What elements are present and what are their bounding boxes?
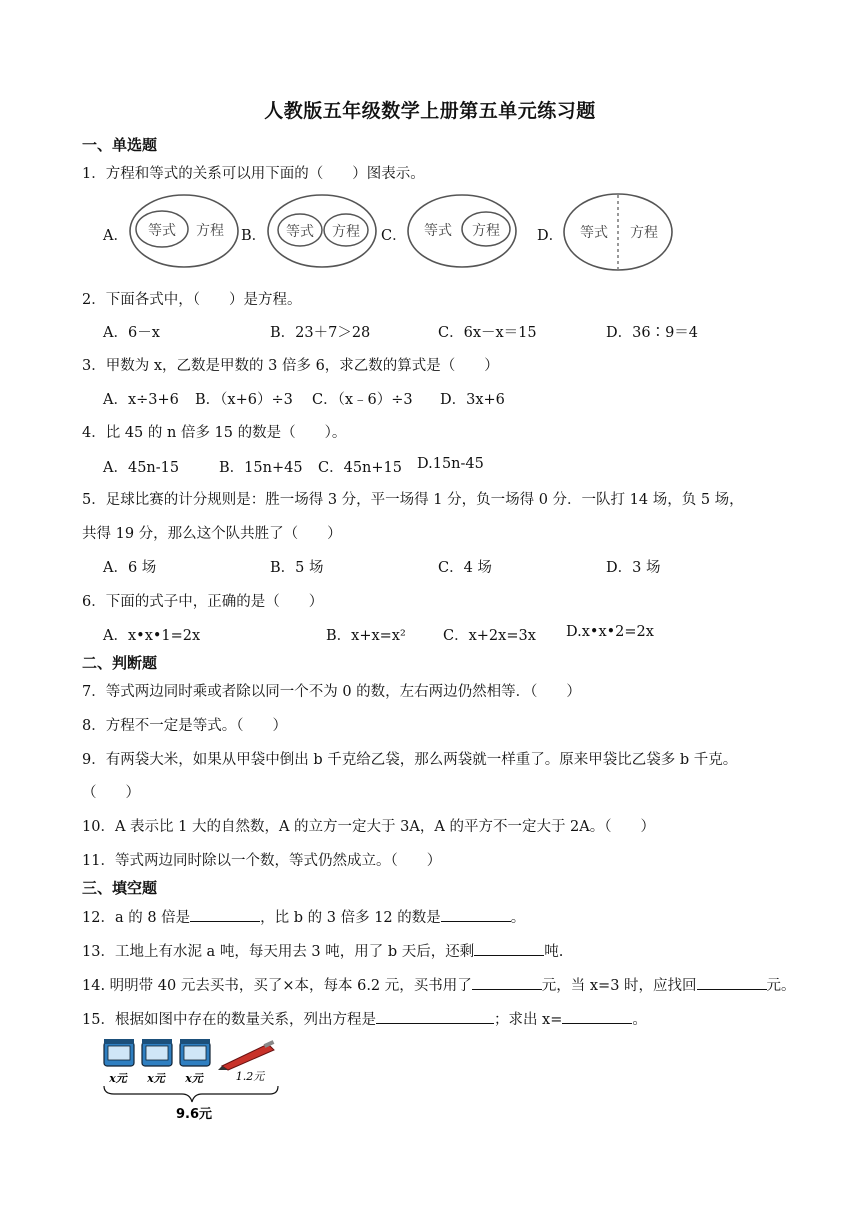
q6-option-c: C．x+2x=3x [443,628,536,644]
q2-option-a: A．6－x [103,325,160,341]
q6-option-a: A．x•x•1=2x [103,628,201,644]
page-title: 人教版五年级数学上册第五单元练习题 [264,100,596,122]
q5-option-b: B．5 场 [270,560,324,576]
q12-text-b: ，比 b 的 3 倍多 12 的数是 [260,910,441,926]
question-10: 10．A 表示比 1 大的自然数，A 的立方一定大于 3A，A 的平方不一定大于 2A。（ ） [82,819,655,835]
pen-icon [218,1040,274,1070]
question-4: 4．比 45 的 n 倍多 15 的数是（ ）。 [82,425,347,441]
q3-option-b: B．（x+6）÷3 [195,392,293,408]
question-9-line-1: 9．有两袋大米，如果从甲袋中倒出 b 千克给乙袋，那么两袋就一样重了。原来甲袋比乙袋多 b 千克。 [82,752,738,768]
q5-option-d: D．3 场 [606,560,661,576]
svg-text:方程: 方程 [472,223,500,239]
question-3: 3．甲数为 x，乙数是甲数的 3 倍多 6，求乙数的算式是（ ） [82,358,499,374]
question-12: 12．a 的 8 倍是 ，比 b 的 3 倍多 12 的数是 。 [82,906,525,927]
section-heading-true-false: 二、判断题 [82,654,158,672]
q12-text-a: 12．a 的 8 倍是 [82,910,191,926]
q1-option-a-label: A． [103,228,128,244]
q1-option-c-label: C． [381,228,407,244]
question-8: 8．方程不一定是等式。（ ） [82,718,287,734]
q1-option-d-label: D． [537,228,564,244]
q3-option-c: C．（x﹣6）÷3 [312,392,413,408]
section-heading-single-choice: 一、单选题 [82,136,158,154]
q1-option-c-diagram [406,192,518,270]
q15-text-a: 15．根据如图中存在的数量关系，列出方程是 [82,1012,376,1028]
question-5-line-1: 5．足球比赛的计分规则是：胜一场得 3 分，平一场得 1 分，负一场得 0 分．一队打 14 场，负 5 场， [82,492,744,508]
question-2: 2．下面各式中，（ ）是方程。 [82,292,302,308]
question-7: 7．等式两边同时乘或者除以同一个不为 0 的数，左右两边仍然相等．（ ） [82,684,581,700]
svg-text:方程: 方程 [332,224,360,240]
q3-option-a: A．x÷3+6 [103,392,179,408]
svg-text:等式: 等式 [286,224,314,240]
item-box-icon [104,1039,134,1066]
q2-option-d: D．36∶9＝4 [606,325,699,341]
q1-option-b-diagram [266,192,378,270]
svg-text:方程: 方程 [630,225,658,241]
total-brace [104,1086,278,1102]
question-13: 13．工地上有水泥 a 吨，每天用去 3 吨，用了 b 天后，还剩 吨. [82,940,563,961]
q13-text-a: 13．工地上有水泥 a 吨，每天用去 3 吨，用了 b 天后，还剩 [82,944,475,960]
q5-option-c: C．4 场 [438,560,492,576]
q14-blank-2[interactable] [697,975,767,990]
q4-option-d: D.15n-45 [417,456,484,472]
q1-option-b-label: B． [241,228,267,244]
question-11: 11．等式两边同时除以一个数，等式仍然成立。（ ） [82,853,442,869]
q4-option-c: C．45n+15 [318,460,402,476]
svg-text:等式: 等式 [580,225,608,241]
q14-text-a: 14. 明明带 40 元去买书，买了×本，每本 6.2 元，买书用了 [82,978,472,994]
question-5-line-2: 共得 19 分，那么这个队共胜了（ ） [82,526,342,542]
question-6: 6．下面的式子中，正确的是（ ） [82,594,324,610]
item-price-label: x元 [147,1072,165,1085]
question-15: 15．根据如图中存在的数量关系，列出方程是 ；求出 x= 。 [82,1008,647,1029]
q6-option-d: D.x•x•2=2x [566,624,654,640]
q2-option-b: B．23＋7＞28 [270,325,371,341]
q13-blank[interactable] [474,941,544,956]
q5-option-a: A．6 场 [103,560,157,576]
item-box-icon [180,1039,210,1066]
q6-option-b: B．x+x=x² [326,628,406,644]
q12-blank-1[interactable] [190,907,260,922]
q3-option-d: D．3x+6 [440,392,505,408]
svg-text:等式: 等式 [424,223,452,239]
item-price-label: x元 [109,1072,127,1085]
question-9-line-2: （ ） [82,785,140,801]
pen-price-label: 1.2元 [235,1070,265,1083]
q4-option-b: B．15n+45 [219,460,303,476]
venn-text: 等式 [148,223,176,239]
question-14: 14. 明明带 40 元去买书，买了×本，每本 6.2 元，买书用了 元，当 x=3 时，应找回 元。 [82,974,796,995]
q12-blank-2[interactable] [441,907,511,922]
question-1: 1．方程和等式的关系可以用下面的（ ）图表示。 [82,166,425,182]
item-box-icon [142,1039,172,1066]
q1-option-d-diagram [562,192,674,272]
q14-blank-1[interactable] [472,975,542,990]
item-price-label: x元 [185,1072,203,1085]
q1-option-a-diagram [128,192,240,270]
total-price-label: 9.6元 [175,1107,213,1120]
venn-text: 方程 [196,223,224,239]
q15-blank-2[interactable] [562,1009,632,1024]
q15-blank-1[interactable] [376,1009,494,1024]
q4-option-a: A．45n-15 [103,460,180,476]
section-heading-fill-blank: 三、填空题 [82,879,158,897]
q2-option-c: C．6x－x＝15 [438,325,537,341]
q15-figure [100,1036,290,1120]
